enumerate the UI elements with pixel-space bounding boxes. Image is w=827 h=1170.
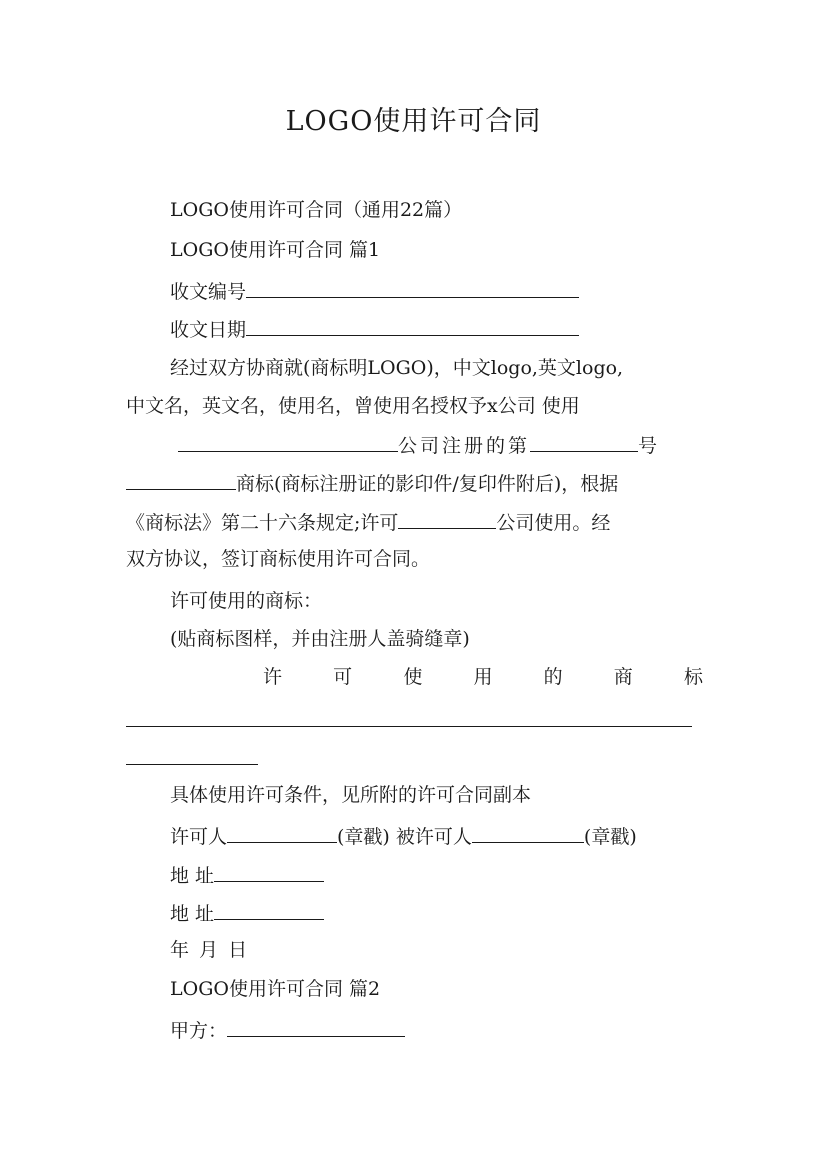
paragraph-1-line-6: 双方协议，签订商标使用许可合同。 — [126, 548, 431, 570]
section2-heading: LOGO使用许可合同 篇2 — [170, 978, 381, 1000]
party-a-line — [170, 1016, 405, 1044]
receipt-number-line — [170, 277, 579, 305]
address-blank-1 — [214, 861, 324, 882]
seal-label-1: (章戳) — [337, 826, 390, 848]
party-a-blank — [227, 1016, 405, 1037]
spread-char: 的 — [543, 666, 563, 688]
date-line: 年 月 日 — [170, 939, 248, 961]
receipt-date-label: 收文日期 — [170, 319, 247, 341]
spread-char: 用 — [473, 666, 493, 688]
conditions-text: 具体使用许可条件，见所附的许可合同副本 — [170, 784, 532, 806]
spread-char: 可 — [333, 666, 353, 688]
address-blank-2 — [214, 899, 324, 920]
receipt-date-blank — [246, 315, 579, 336]
registration-number-blank — [530, 431, 638, 452]
trademark-blank-line-2 — [126, 764, 258, 765]
paragraph-1-line-2: 中文名，英文名，使用名，曾使用名授权予x公司 使用 — [126, 395, 580, 417]
document-subtitle: LOGO使用许可合同（通用22篇） — [170, 199, 463, 221]
licensor-label: 许可人 — [170, 826, 228, 848]
address-label-2: 地 址 — [170, 903, 215, 925]
address-line-2 — [170, 899, 324, 927]
signature-line — [170, 822, 637, 850]
law-text: 《商标法》第二十六条规定;许可 — [126, 512, 399, 534]
section1-heading: LOGO使用许可合同 篇1 — [170, 239, 381, 261]
document-title: LOGO使用许可合同 — [285, 106, 542, 137]
party-a-label: 甲方： — [170, 1020, 228, 1042]
spread-heading — [263, 664, 703, 690]
licensor-blank — [227, 822, 337, 843]
paragraph-1-line-1: 经过双方协商就(商标明LOGO)，中文logo,英文logo, — [170, 357, 624, 379]
company-use-text: 公司使用。经 — [496, 512, 611, 534]
paragraph-1-line-4 — [126, 469, 618, 497]
trademark-blank — [126, 469, 236, 490]
spread-char: 使 — [403, 666, 423, 688]
trademark-blank-line-1 — [126, 726, 692, 727]
receipt-number-label: 收文编号 — [170, 281, 247, 303]
spread-char: 许 — [263, 666, 283, 688]
registration-text: 公司注册的第 — [398, 435, 531, 457]
licensee-label: 被许可人 — [395, 826, 472, 848]
licensee-blank — [472, 822, 584, 843]
receipt-number-blank — [246, 277, 579, 298]
number-suffix: 号 — [638, 435, 661, 457]
licensee-company-blank — [398, 508, 496, 529]
spread-char: 标 — [683, 666, 703, 688]
affix-note: (贴商标图样，并由注册人盖骑缝章) — [170, 628, 470, 650]
address-label-1: 地 址 — [170, 865, 215, 887]
receipt-date-line — [170, 315, 579, 343]
licensed-marks-label: 许可使用的商标： — [170, 590, 323, 612]
paragraph-1-line-3 — [178, 431, 660, 459]
seal-label-2: (章戳) — [583, 826, 637, 848]
address-line-1 — [170, 861, 324, 889]
company-blank-1 — [178, 431, 398, 452]
trademark-text: 商标(商标注册证的影印件/复印件附后)，根据 — [236, 473, 619, 495]
spread-char: 商 — [613, 666, 633, 688]
paragraph-1-line-5 — [126, 508, 610, 536]
